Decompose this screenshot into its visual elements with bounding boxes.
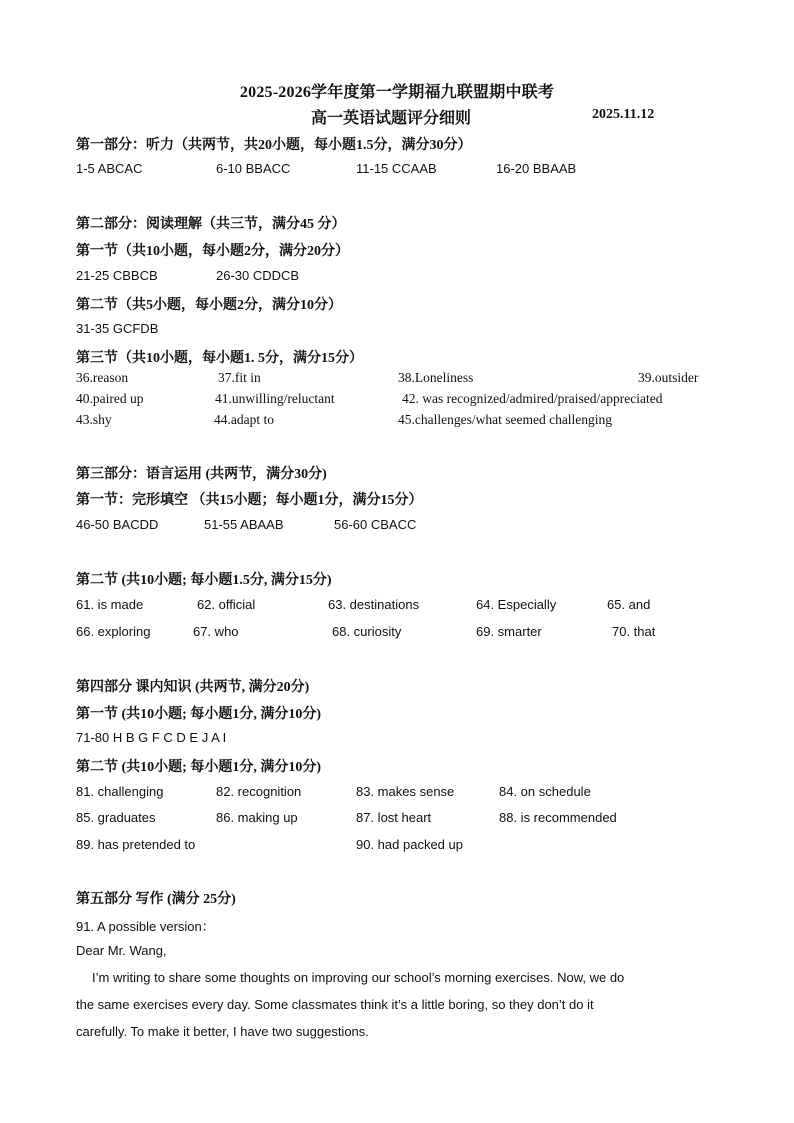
part4-heading: 第四部分 课内知识 (共两节, 满分20分)	[76, 680, 310, 695]
exam-title: 2025-2026学年度第一学期福九联盟期中联考	[239, 84, 555, 101]
answer-item: 16-20 BBAAB	[496, 161, 577, 176]
answer-item: 66. exploring	[76, 624, 151, 639]
exam-date: 2025.11.12	[592, 107, 655, 122]
part2-sec1-answers	[76, 268, 776, 286]
part4-sec1-answers	[76, 730, 226, 745]
part2-sec3-answers	[76, 370, 716, 434]
answer-item: 61. is made	[76, 597, 144, 612]
part2-sec1-heading: 第一节（共10小题，每小题2分，满分20分）	[76, 244, 349, 259]
answer-item: 87. lost heart	[356, 810, 432, 825]
answer-item: 88. is recommended	[499, 810, 617, 825]
answer-item: 86. making up	[216, 810, 298, 825]
part3-sec1-heading: 第一节：完形填空 （共15小题；每小题1分，满分15分）	[76, 493, 423, 508]
answer-item: 71-80 H B G F C D E J A I	[76, 730, 227, 745]
answer-item: 6-10 BBACC	[216, 161, 291, 176]
answer-item: 42. was recognized/admired/praised/appreciated	[402, 391, 663, 406]
answer-item: 21-25 CBBCB	[76, 268, 158, 283]
part3-sec2-answers	[76, 597, 716, 643]
answer-item: 85. graduates	[76, 810, 156, 825]
answer-item: 84. on schedule	[499, 784, 591, 799]
answer-item: 89. has pretended to	[76, 837, 196, 852]
essay-line: carefully. To make it better, I have two suggestions.	[76, 1024, 369, 1039]
exam-subtitle: 高一英语试题评分细则	[311, 110, 472, 127]
part4-sec2-answers	[76, 784, 716, 858]
answer-item: 11-15 CCAAB	[356, 161, 437, 176]
answer-item: 38.Loneliness	[398, 370, 474, 385]
answer-item: 41.unwilling/reluctant	[215, 391, 335, 406]
answer-item: 69. smarter	[476, 624, 542, 639]
answer-item: 39.outsider	[638, 370, 699, 385]
answer-item: 63. destinations	[328, 597, 420, 612]
essay-body	[76, 964, 716, 1045]
part3-sec2-heading: 第二节 (共10小题; 每小题1.5分, 满分15分)	[76, 573, 332, 588]
part1-answers	[76, 161, 776, 179]
part1-heading: 第一部分：听力（共两节，共20小题，每小题1.5分，满分30分）	[76, 138, 472, 153]
answer-item: 70. that	[612, 624, 656, 639]
part2-sec2-answers	[76, 321, 158, 336]
answer-item: 51-55 ABAAB	[204, 517, 284, 532]
answer-item: 83. makes sense	[356, 784, 455, 799]
part3-heading: 第三部分：语言运用 (共两节，满分30分)	[76, 467, 327, 482]
part5-heading: 第五部分 写作 (满分 25分)	[76, 892, 236, 907]
answer-item: 90. had packed up	[356, 837, 463, 852]
answer-item: 56-60 CBACC	[334, 517, 417, 532]
answer-item: 64. Especially	[476, 597, 557, 612]
part4-sec1-heading: 第一节 (共10小题; 每小题1分, 满分10分)	[76, 707, 321, 722]
part2-sec3-heading: 第三节（共10小题，每小题1. 5分，满分15分）	[76, 351, 363, 366]
answer-item: 82. recognition	[216, 784, 302, 799]
part2-heading: 第二部分：阅读理解（共三节，满分45 分）	[76, 217, 346, 232]
answer-item: 44.adapt to	[214, 412, 274, 427]
essay-line: I’m writing to share some thoughts on improving our school’s morning exercises. Now, we do	[92, 970, 625, 985]
essay-version-label: 91. A possible version：	[76, 919, 215, 934]
answer-item: 37.fit in	[218, 370, 261, 385]
part2-sec2-heading: 第二节（共5小题，每小题2分，满分10分）	[76, 298, 342, 313]
part4-sec2-heading: 第二节 (共10小题; 每小题1分, 满分10分)	[76, 760, 321, 775]
part3-sec1-answers	[76, 517, 776, 535]
essay-salutation: Dear Mr. Wang,	[76, 943, 167, 958]
answer-item: 45.challenges/what seemed challenging	[398, 412, 613, 427]
answer-item: 43.shy	[76, 412, 112, 427]
answer-item: 62. official	[197, 597, 256, 612]
answer-item: 40.paired up	[76, 391, 144, 406]
answer-item: 65. and	[607, 597, 651, 612]
answer-item: 31-35 GCFDB	[76, 321, 159, 336]
essay-line: the same exercises every day. Some classmates think it’s a little boring, so they don’t do it	[76, 997, 594, 1012]
answer-item: 36.reason	[76, 370, 129, 385]
answer-item: 1-5 ABCAC	[76, 161, 143, 176]
answer-item: 68. curiosity	[332, 624, 402, 639]
answer-item: 26-30 CDDCB	[216, 268, 300, 283]
answer-item: 81. challenging	[76, 784, 164, 799]
answer-item: 46-50 BACDD	[76, 517, 159, 532]
answer-item: 67. who	[193, 624, 239, 639]
